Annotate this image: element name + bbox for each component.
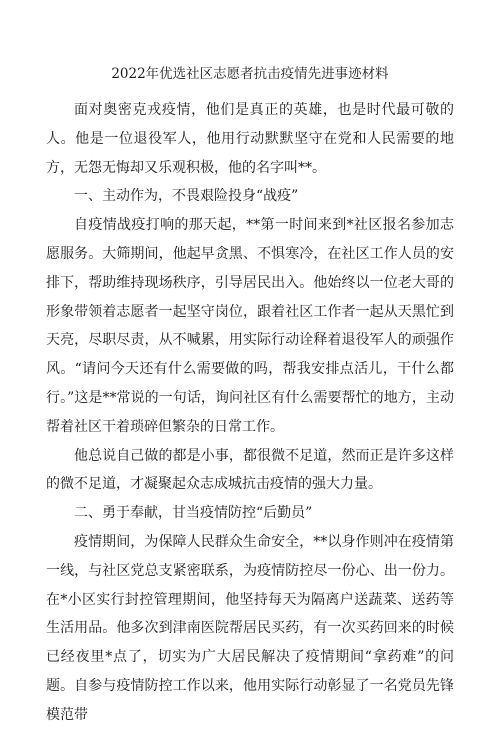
document-title: 2022年优选社区志愿者抗击疫情先进事迹材料 [111, 66, 389, 82]
section-heading-1: 一、主动作为，不畏艰险投身“战疫” [74, 188, 299, 205]
document-body [46, 96, 454, 730]
section-heading-2: 二、勇于奉献，甘当疫情防控“后勤员” [74, 505, 313, 522]
section-2-paragraph-1: 疫情期间，为保障人民群众生命安全，**以身作则冲在疫情第一线，与社区党总支紧密联系，为疫情防控尽一份心、出一份力。在*小区实行封控管理期间，他坚持每天为隔离户送蔬菜、送药等生活用品。他多次到津南医院帮居民买药，有一次买药回来的时候已经夜里*点了，切实为广大居民解决了疫情期间“拿药难”的问题。自参与疫情防控工作以来，他用实际行动彰显了一名党员先锋模范带 [46, 533, 454, 723]
section-1-paragraph-2: 他总说自己做的都是小事，都很微不足道，然而正是许多这样的微不足道，才凝聚起众志成城抗击疫情的强大力量。 [46, 447, 454, 493]
section-1-paragraph-1: 自疫情战疫打响的那天起，**第一时间来到*社区报名参加志愿服务。大筛期间，他起早贪黑、不惧寒冷，在社区工作人员的安排下，帮助维持现场秩序，引导居民出入。他始终以一位老大哥的形象带领着志愿者一起坚守岗位，跟着社区工作者一起从天黑忙到天亮，尽职尽责，从不喊累，用实际行动诠释着退役军人的顽强作风。“请问今天还有什么需要做的吗，帮我安排点活儿，干什么都行。”这是**常说的一句话，询问社区有什么需要帮忙的地方，主动帮着社区干着琐碎但繁杂的日常工作。 [46, 217, 454, 435]
intro-paragraph: 面对奥密克戎疫情，他们是真正的英雄，也是时代最可敬的人。他是一位退役军人，他用行动默默坚守在党和人民需要的地方，无怨无悔却又乐观积极，他的名字叫**。 [46, 102, 454, 176]
